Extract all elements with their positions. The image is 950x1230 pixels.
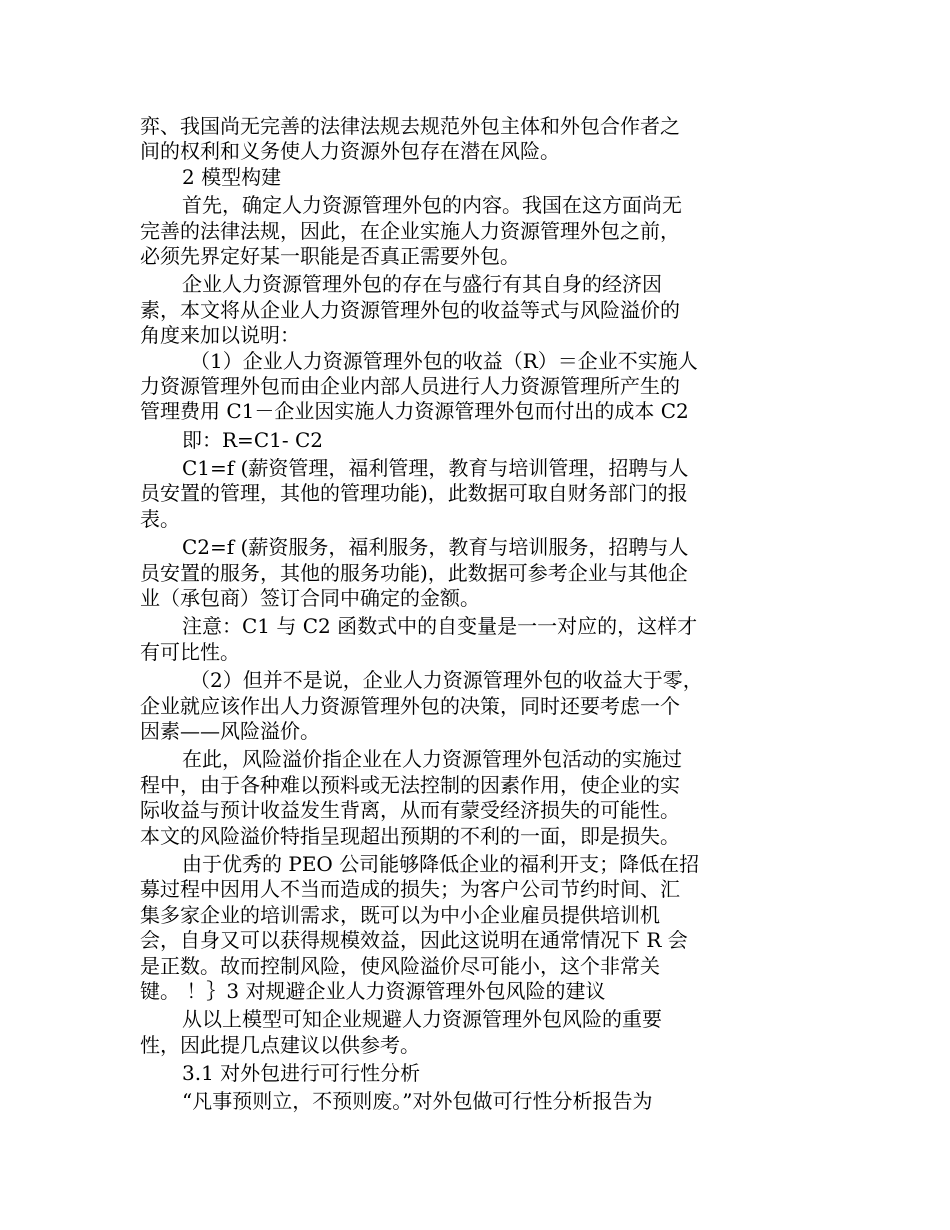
text-line: 员安置的服务，其他的服务功能)，此数据可参考企业与其他企 [140, 560, 688, 585]
text-line: C2=f (薪资服务，福利服务，教育与培训服务，招聘与人 [182, 535, 689, 560]
text-line: 募过程中因用人不当而造成的损失；为客户公司节约时间、汇 [140, 877, 680, 902]
text-line: 员安置的管理，其他的管理功能)，此数据可取自财务部门的报 [140, 481, 688, 506]
text-line: 际收益与预计收益发生背离，从而有蒙受经济损失的可能性。 [140, 798, 680, 823]
text-line: 业（承包商）签订合同中确定的金额。 [140, 586, 480, 611]
text-line: 弈、我国尚无完善的法律法规去规范外包主体和外包合作者之 [140, 114, 680, 138]
text-line: 间的权利和义务使人力资源外包存在潜在风险。 [140, 139, 560, 164]
text-line: 集多家企业的培训需求，既可以为中小企业雇员提供培训机 [140, 902, 660, 927]
text-line: 在此，风险溢价指企业在人力资源管理外包活动的实施过 [182, 747, 682, 772]
text-line: 性，因此提几点建议以供参考。 [140, 1032, 420, 1057]
text-line: 角度来加以说明： [140, 323, 300, 348]
body-text [140, 114, 780, 1115]
text-line: 力资源管理外包而由企业内部人员进行人力资源管理所产生的 [140, 373, 680, 398]
text-line: 完善的法律法规，因此，在企业实施人力资源管理外包之前， [140, 218, 680, 243]
text-line: 程中，由于各种难以预料或无法控制的因素作用，使企业的实 [140, 772, 680, 797]
text-line: 因素——风险溢价。 [140, 718, 320, 743]
subsection-heading: 3.1 对外包进行可行性分析 [182, 1061, 421, 1086]
text-line: 素，本文将从企业人力资源管理外包的收益等式与风险溢价的 [140, 297, 680, 322]
text-line: 是正数。故而控制风险，使风险溢价尽可能小，这个非常关 [140, 953, 660, 978]
text-line: 表。 [140, 506, 180, 531]
text-line: 会，自身又可以获得规模效益，因此这说明在通常情况下 R 会 [140, 928, 688, 953]
text-line: 从以上模型可知企业规避人力资源管理外包风险的重要 [182, 1007, 662, 1032]
text-line: 本文的风险溢价特指呈现超出预期的不利的一面，即是损失。 [140, 823, 680, 848]
text-line: （1）企业人力资源管理外包的收益（R）＝企业不实施人 [190, 348, 698, 373]
text-line: 企业就应该作出人力资源管理外包的决策，同时还要考虑一个 [140, 693, 680, 718]
text-line: 首先，确定人力资源管理外包的内容。我国在这方面尚无 [182, 193, 682, 218]
text-line: （2）但并不是说，企业人力资源管理外包的收益大于零， [190, 668, 703, 693]
text-line: 企业人力资源管理外包的存在与盛行有其自身的经济因 [182, 272, 662, 297]
text-line: “凡事预则立，不预则废。”对外包做可行性分析报告为 [182, 1089, 653, 1114]
text-line: C1=f (薪资管理，福利管理，教育与培训管理，招聘与人 [182, 456, 689, 481]
section-heading: 2 模型构建 [182, 164, 282, 189]
text-line: 必须先界定好某一职能是否真正需要外包。 [140, 243, 520, 268]
text-line: 由于优秀的 PEO 公司能够降低企业的福利开支；降低在招 [182, 851, 700, 876]
text-line: 有可比性。 [140, 639, 240, 664]
formula-line: 即：R=C1- C2 [182, 427, 323, 452]
text-line: 管理费用 C1－企业因实施人力资源管理外包而付出的成本 C2 [140, 399, 689, 424]
text-line: 键。 ！｝3 对规避企业人力资源管理外包风险的建议 [140, 978, 606, 1003]
text-line: 注意：C1 与 C2 函数式中的自变量是一一对应的，这样才 [182, 614, 698, 639]
